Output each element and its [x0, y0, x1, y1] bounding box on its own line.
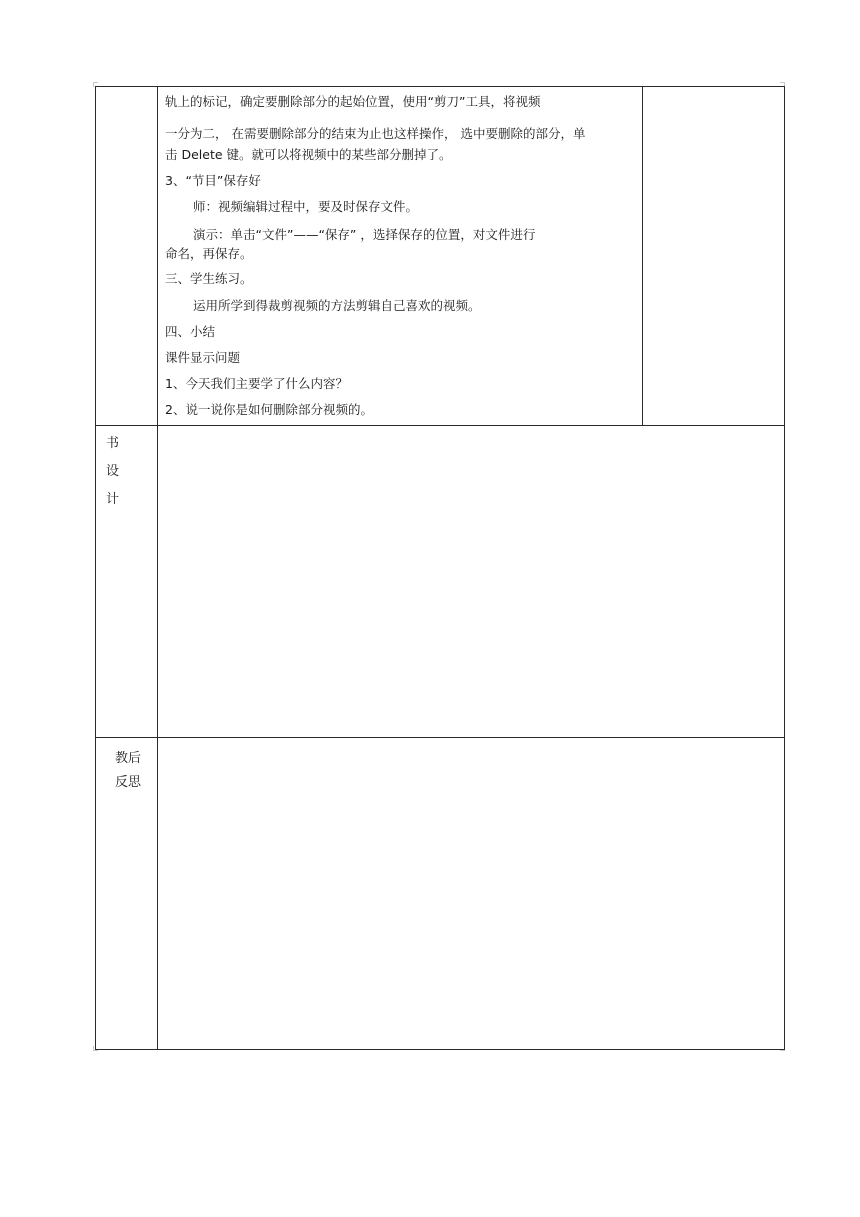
- board-design-content-cell: [158, 426, 785, 738]
- process-label-cell: [96, 87, 158, 426]
- process-notes-cell: [643, 87, 785, 426]
- reflection-label-cell: [96, 738, 158, 1050]
- teaching-process-row: [96, 87, 785, 426]
- lesson-plan-table: [95, 86, 785, 1050]
- board-design-label-line1: 书设: [106, 436, 134, 479]
- reflection-label-line2: 反思: [114, 775, 141, 790]
- reflection-content-cell: [158, 738, 785, 1050]
- process-content-cell: [158, 87, 643, 426]
- content-line-11: 课件显示问题: [165, 350, 241, 365]
- content-line-7: 命名，再保存。: [165, 246, 253, 261]
- content-line-1: 轨上的标记，确定要删除部分的起始位置，使用“剪刀”工具，将视频: [165, 94, 541, 109]
- content-line-5: 师：视频编辑过程中，要及时保存文件。: [193, 199, 419, 214]
- board-design-label-line2: 计: [106, 492, 134, 507]
- content-line-4: 3、“节目”保存好: [165, 173, 261, 188]
- board-design-row: [96, 426, 785, 738]
- content-line-12: 1、今天我们主要学了什么内容？: [165, 376, 348, 391]
- content-line-13: 2、说一说你是如何删除部分视频的。: [165, 402, 373, 417]
- reflection-label-line1: 教后: [114, 751, 141, 766]
- board-design-label-cell: [96, 426, 158, 738]
- content-line-3: 击 Delete 键。就可以将视频中的某些部分删掉了。: [165, 147, 452, 162]
- content-line-9: 运用所学到得裁剪视频的方法剪辑自己喜欢的视频。: [193, 298, 481, 313]
- content-line-2: 一分为二， 在需要删除部分的结束为止也这样操作， 选中要删除的部分，单: [165, 126, 586, 141]
- content-line-8: 三、学生练习。: [165, 271, 253, 286]
- reflection-row: [96, 738, 785, 1050]
- content-line-10: 四、小结: [165, 324, 216, 339]
- content-line-6: 演示：单击“文件”——“保存” ，选择保存的位置，对文件进行: [193, 227, 536, 242]
